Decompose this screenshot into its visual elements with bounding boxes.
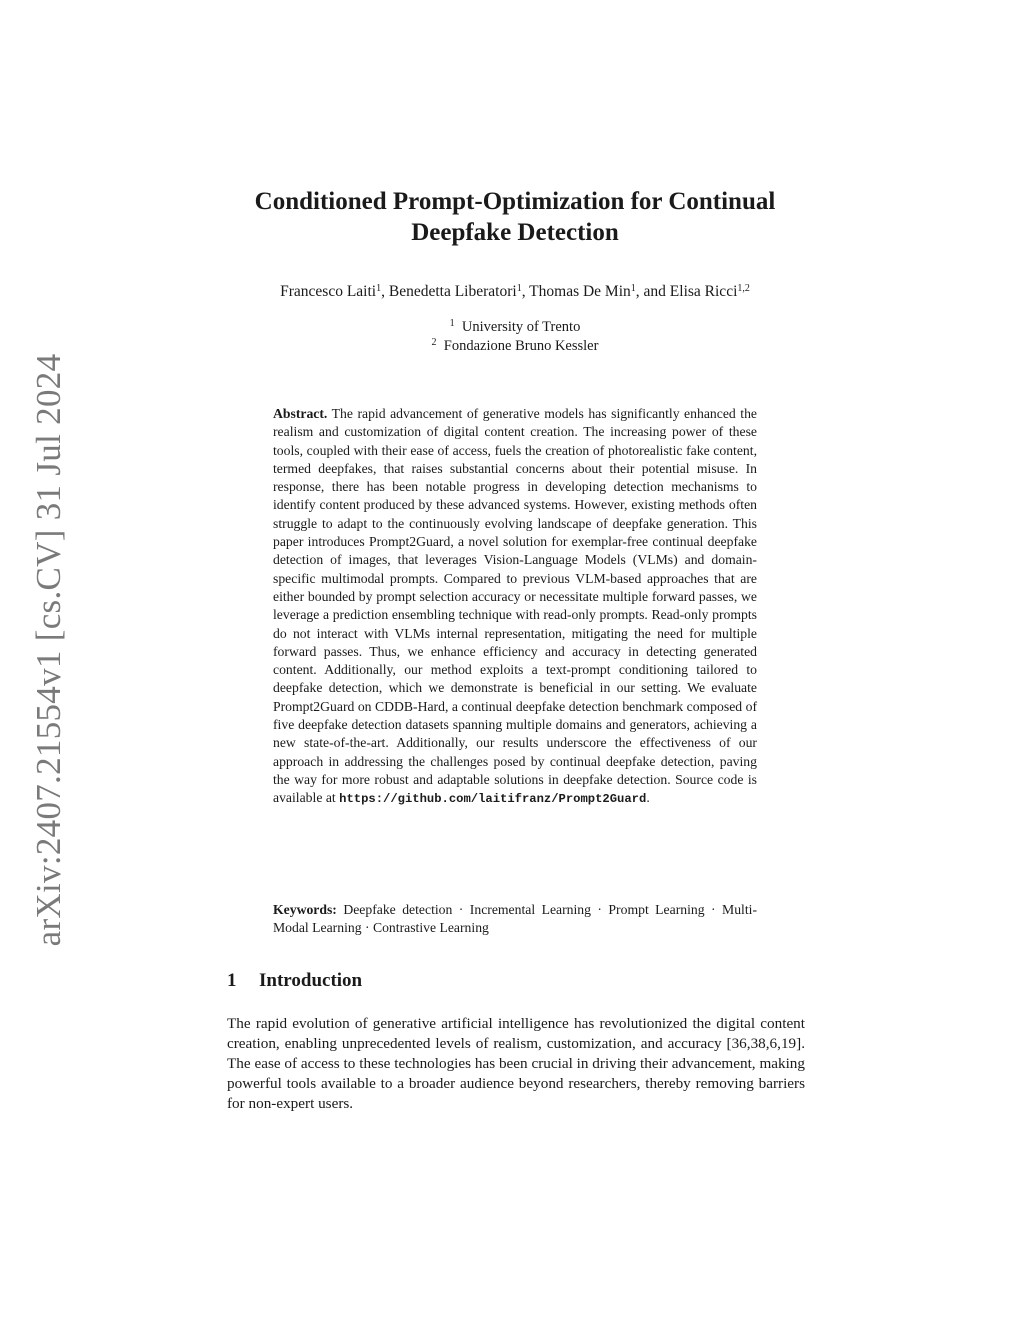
author-name: Francesco Laiti <box>280 283 377 300</box>
paper-title <box>180 186 850 248</box>
author-name: Benedetta Liberatori <box>388 283 517 300</box>
author-separator: , and <box>635 283 670 300</box>
affiliation-name: Fondazione Bruno Kessler <box>443 338 599 354</box>
affiliation-list <box>180 318 850 356</box>
abstract-text: The rapid advancement of generative models has significantly enhanced the realism and customization of digital content creation. The increasing power of these tools, coupled with their ease of access, fuels the creation of photorealistic fake content, termed deepfakes, that raises substantial concerns about their potential misuse. In response, there has been notable progress in developing detection mechanisms to identify content produced by these advanced systems. However, existing methods often struggle to adapt to the continuously evolving landscape of deepfake generation. This paper introduces Prompt2Guard, a novel solution for exemplar-free continual deepfake detection of images, that leverages Vision-Language Models (VLMs) and domain-specific multimodal prompts. Compared to previous VLM-based approaches that are either bounded by prompt selection accuracy or necessitate multiple forward passes, we leverage a prediction ensembling technique with read-only prompts. Read-only prompts do not interact with VLMs internal representation, mitigating the need for multiple forward passes. Thus, we enhance efficiency and accuracy in detecting generated content. Additionally, our method exploits a text-prompt conditioning tailored to deepfake detection, which we demonstrate is beneficial in our setting. We evaluate Prompt2Guard on CDDB-Hard, a continual deepfake detection benchmark composed of five deepfake detection datasets spanning multiple domains and generators, achieving a new state-of-the-art. Additionally, our results underscore the effectiveness of our approach in addressing the challenges posed by continual deepfake detection, paving the way for more robust and adaptable solutions in deepfake detection. Source code is available at <box>273 406 757 806</box>
affiliation-number: 2 <box>431 337 437 348</box>
author-affiliation-mark: 1,2 <box>737 283 750 294</box>
title-line-2: Deepfake Detection <box>411 219 619 246</box>
source-code-link[interactable]: https://github.com/laitifranz/Prompt2Guard <box>339 792 647 807</box>
author-affiliation-mark: 1 <box>376 283 382 294</box>
section-heading <box>227 970 627 992</box>
affiliation-number: 1 <box>449 318 455 329</box>
author-separator: , <box>521 283 530 300</box>
author-list <box>180 283 850 301</box>
keywords-text: Deepfake detection · Incremental Learning · Prompt Learning · Multi-Modal Learning · Contrastive Learning <box>273 902 758 936</box>
author-separator: , <box>381 283 389 300</box>
author-affiliation-mark: 1 <box>630 283 636 294</box>
affiliation <box>180 318 850 337</box>
arxiv-sidebar <box>26 353 72 947</box>
arxiv-stamp: arXiv:2407.21554v1 [cs.CV] 31 Jul 2024 <box>29 353 68 947</box>
title-line-1: Conditioned Prompt-Optimization for Continual <box>254 188 776 215</box>
intro-paragraph: The rapid evolution of generative artificial intelligence has revolutionized the digital content creation, enabling unprecedented levels of realism, customization, and accuracy [36,38,6,19]. The ease of access to these technologies has been crucial in driving their advancement, making powerful tools available to a broader audience beyond researchers, thereby removing barriers for non-expert users. <box>227 1015 805 1112</box>
author-name: Elisa Ricci <box>669 283 738 300</box>
abstract-label: Abstract. <box>273 406 328 421</box>
keywords <box>273 901 757 938</box>
affiliation <box>180 337 850 356</box>
abstract <box>273 405 757 809</box>
abstract-end: . <box>646 790 650 806</box>
affiliation-name: University of Trento <box>461 319 581 335</box>
author-affiliation-mark: 1 <box>516 283 522 294</box>
keywords-label: Keywords: <box>273 902 337 917</box>
author-name: Thomas De Min <box>529 283 631 300</box>
section-number: 1 <box>227 970 237 991</box>
section-title: Introduction <box>259 970 363 991</box>
